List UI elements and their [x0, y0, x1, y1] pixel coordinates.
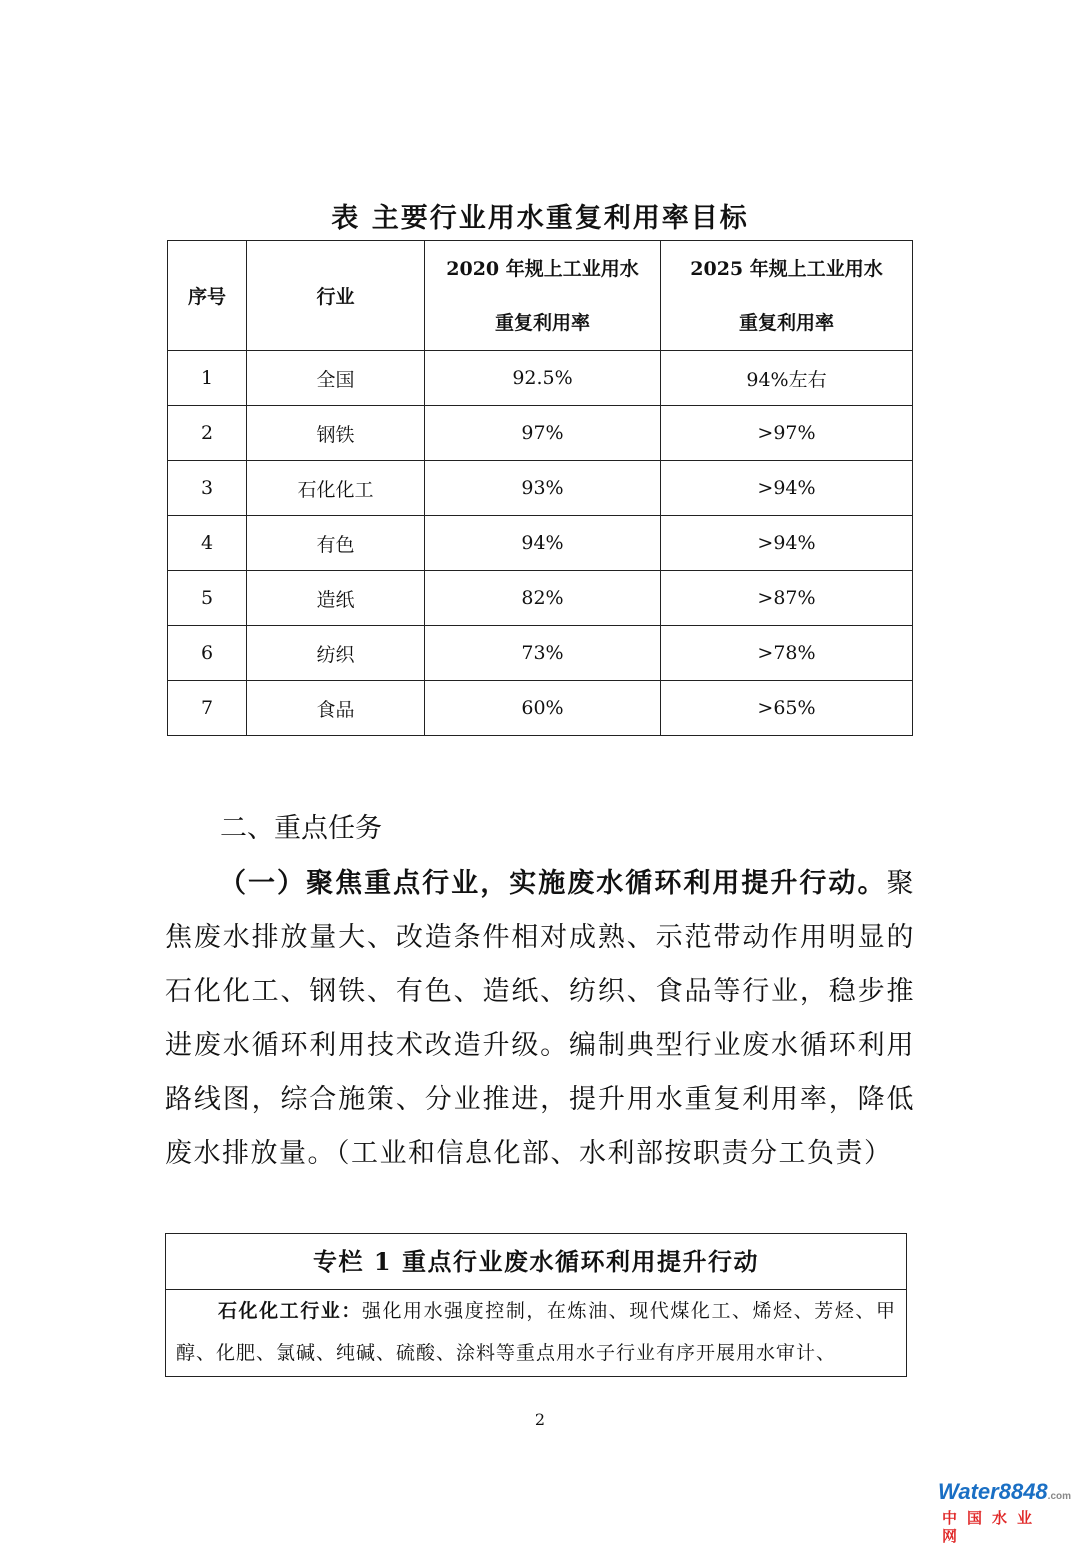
- row-no: 5: [168, 571, 247, 626]
- table-row: [168, 516, 913, 571]
- header-2025-line1: 2025 年规上工业用水: [690, 257, 883, 280]
- reuse-rate-table: [167, 240, 913, 736]
- table-row: [168, 626, 913, 681]
- paragraph-lead-bold: （一）聚焦重点行业，实施废水循环利用提升行动。: [219, 868, 887, 899]
- header-2020: [425, 241, 661, 351]
- table-row: [168, 406, 913, 461]
- header-2020-line2: 重复利用率: [494, 311, 590, 334]
- table-title: 表 主要行业用水重复利用率目标: [331, 203, 749, 234]
- watermark-brand: Water8848: [938, 1479, 1048, 1504]
- row-2020: 97%: [425, 406, 661, 461]
- special-column-box: [165, 1233, 907, 1377]
- page-number: 2: [534, 1410, 546, 1429]
- row-2025: >65%: [661, 681, 913, 736]
- header-industry: 行业: [247, 241, 425, 351]
- box-label: 石化化工行业：: [218, 1300, 362, 1322]
- row-2025: >94%: [661, 461, 913, 516]
- row-no: 6: [168, 626, 247, 681]
- watermark-domain: .com: [1047, 1491, 1072, 1502]
- row-industry: 石化化工: [247, 461, 425, 516]
- row-2020: 73%: [425, 626, 661, 681]
- row-industry: 造纸: [247, 571, 425, 626]
- row-2020: 92.5%: [425, 351, 661, 406]
- row-industry: 纺织: [247, 626, 425, 681]
- row-2025: >87%: [661, 571, 913, 626]
- watermark-logo: [938, 1479, 1072, 1545]
- table-row: [168, 681, 913, 736]
- box-body: [166, 1290, 906, 1374]
- row-no: 3: [168, 461, 247, 516]
- header-2020-line1: 2020 年规上工业用水: [446, 257, 639, 280]
- paragraph-text: 聚焦废水排放量大、改造条件相对成熟、示范带动作用明显的石化化工、钢铁、有色、造纸、纺织、食品等行业，稳步推进废水循环利用技术改造升级。编制典型行业废水循环利用路线图，综合施策、分业推进，提升用水重复利用率，降低废水排放量。（工业和信息化部、水利部按职责分工负责）: [165, 868, 915, 1169]
- row-2020: 93%: [425, 461, 661, 516]
- row-2025: >94%: [661, 516, 913, 571]
- section-heading: 二、重点任务: [220, 813, 382, 844]
- header-2025-line2: 重复利用率: [738, 311, 834, 334]
- box-title: 专栏 1 重点行业废水循环利用提升行动: [166, 1234, 906, 1290]
- row-no: 2: [168, 406, 247, 461]
- section-paragraph: [165, 857, 915, 1181]
- row-2025: >78%: [661, 626, 913, 681]
- row-industry: 钢铁: [247, 406, 425, 461]
- row-industry: 食品: [247, 681, 425, 736]
- row-no: 1: [168, 351, 247, 406]
- row-2020: 82%: [425, 571, 661, 626]
- row-industry: 有色: [247, 516, 425, 571]
- watermark-subtitle: 中国水业网: [942, 1509, 1043, 1545]
- row-2020: 94%: [425, 516, 661, 571]
- box-text: 强化用水强度控制，在炼油、现代煤化工、烯烃、芳烃、甲醇、化肥、氯碱、纯碱、硫酸、涂料等重点用水子行业有序开展用水审计、: [176, 1300, 896, 1364]
- row-2025: 94%左右: [661, 351, 913, 406]
- table-row: [168, 351, 913, 406]
- row-no: 4: [168, 516, 247, 571]
- watermark-brand-line: [938, 1479, 1072, 1509]
- table-row: [168, 461, 913, 516]
- header-2025: [661, 241, 913, 351]
- row-2020: 60%: [425, 681, 661, 736]
- row-2025: >97%: [661, 406, 913, 461]
- table-header-row: [168, 241, 913, 351]
- header-no: 序号: [168, 241, 247, 351]
- row-industry: 全国: [247, 351, 425, 406]
- table-row: [168, 571, 913, 626]
- row-no: 7: [168, 681, 247, 736]
